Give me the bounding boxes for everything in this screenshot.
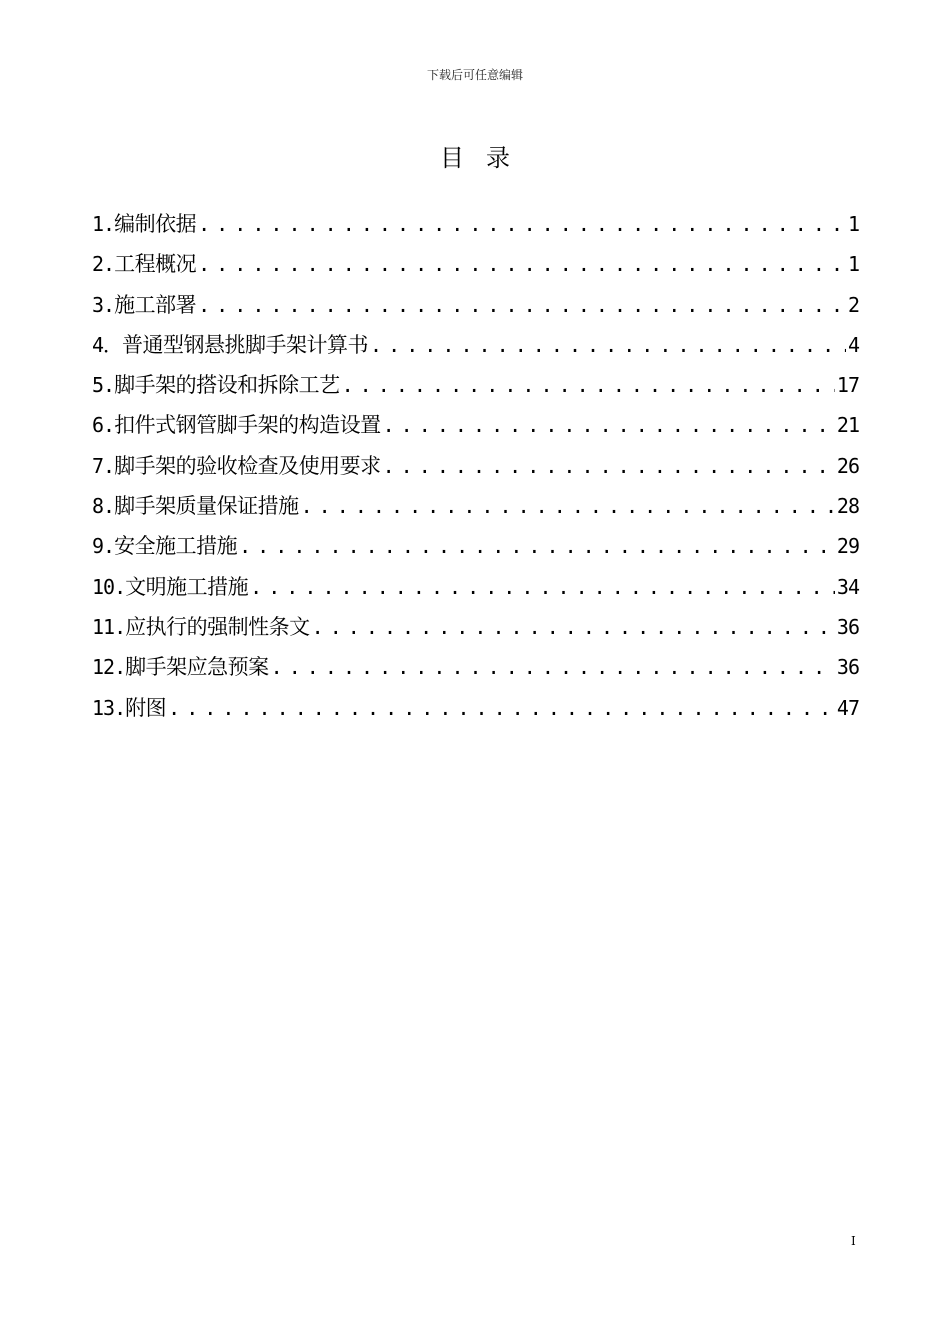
toc-dot-leader xyxy=(301,494,835,518)
toc-entry-label: 安全施工措施 xyxy=(114,534,238,559)
page-number: I xyxy=(851,1234,856,1248)
header-note: 下载后可任意编辑 xyxy=(426,68,523,82)
toc-entry[interactable] xyxy=(92,692,859,732)
toc-dot-leader xyxy=(250,575,835,599)
toc-dot-leader xyxy=(239,534,835,558)
toc-entry[interactable] xyxy=(92,409,859,449)
toc-entry-page: 34 xyxy=(836,574,859,599)
toc-entry-number: 4． xyxy=(92,332,123,357)
toc-entry[interactable] xyxy=(92,208,859,248)
toc-entry-number: 2. xyxy=(92,252,115,277)
toc-entry-page: 36 xyxy=(836,655,859,680)
toc-entry-number: 9. xyxy=(92,534,115,559)
toc-entry-page: 28 xyxy=(836,494,859,519)
toc-list xyxy=(92,208,859,732)
toc-dot-leader xyxy=(312,615,835,639)
toc-dot-leader xyxy=(383,454,835,478)
toc-entry-page: 2 xyxy=(847,292,859,317)
toc-entry-number: 10. xyxy=(92,574,126,599)
toc-entry-page: 4 xyxy=(847,332,859,357)
toc-dot-leader xyxy=(370,333,846,357)
toc-entry[interactable] xyxy=(92,530,859,570)
toc-entry[interactable] xyxy=(92,248,859,288)
toc-dot-leader xyxy=(271,655,835,679)
toc-entry[interactable] xyxy=(92,450,859,490)
toc-entry-label: 扣件式钢管脚手架的构造设置 xyxy=(114,413,381,438)
toc-entry-label: 施工部署 xyxy=(114,292,197,317)
toc-entry-page: 47 xyxy=(836,695,859,720)
toc-entry-page: 21 xyxy=(836,413,859,438)
toc-entry-label: 脚手架的验收检查及使用要求 xyxy=(114,453,381,478)
toc-entry-page: 1 xyxy=(847,252,859,277)
toc-entry-label: 脚手架应急预案 xyxy=(125,655,269,680)
toc-dot-leader xyxy=(168,696,835,720)
toc-entry-number: 1. xyxy=(92,212,115,236)
toc-entry-label: 工程概况 xyxy=(114,252,197,277)
toc-entry-label: 普通型钢悬挑脚手架计算书 xyxy=(122,332,369,357)
toc-title: 目录 xyxy=(440,144,532,172)
toc-entry-page: 17 xyxy=(836,373,859,398)
toc-entry[interactable] xyxy=(92,490,859,530)
toc-entry-number: 13. xyxy=(92,695,126,720)
toc-entry[interactable] xyxy=(92,369,859,409)
toc-entry-page: 29 xyxy=(836,534,859,559)
toc-entry[interactable] xyxy=(92,329,859,369)
toc-dot-leader xyxy=(198,293,846,317)
toc-entry-label: 应执行的强制性条文 xyxy=(125,614,310,639)
toc-entry-page: 36 xyxy=(836,614,859,639)
toc-dot-leader xyxy=(383,413,835,437)
toc-entry-number: 6. xyxy=(92,413,115,438)
toc-entry[interactable] xyxy=(92,611,859,651)
toc-entry-label: 文明施工措施 xyxy=(125,574,249,599)
toc-dot-leader xyxy=(342,373,835,397)
toc-entry[interactable] xyxy=(92,571,859,611)
toc-entry[interactable] xyxy=(92,289,859,329)
toc-entry-label: 附图 xyxy=(125,695,167,720)
toc-entry-number: 3. xyxy=(92,292,115,317)
toc-entry-number: 5. xyxy=(92,373,115,398)
toc-entry-number: 8. xyxy=(92,494,115,519)
toc-entry-label: 编制依据 xyxy=(114,212,197,236)
toc-entry[interactable] xyxy=(92,651,859,691)
toc-entry-label: 脚手架的搭设和拆除工艺 xyxy=(114,373,340,398)
toc-entry-page: 1 xyxy=(847,212,859,236)
toc-entry-number: 7. xyxy=(92,453,115,478)
toc-entry-number: 11. xyxy=(92,614,126,639)
toc-entry-page: 26 xyxy=(836,453,859,478)
toc-entry-label: 脚手架质量保证措施 xyxy=(114,494,299,519)
toc-dot-leader xyxy=(198,252,846,276)
toc-dot-leader xyxy=(198,212,846,236)
toc-entry-number: 12. xyxy=(92,655,126,680)
